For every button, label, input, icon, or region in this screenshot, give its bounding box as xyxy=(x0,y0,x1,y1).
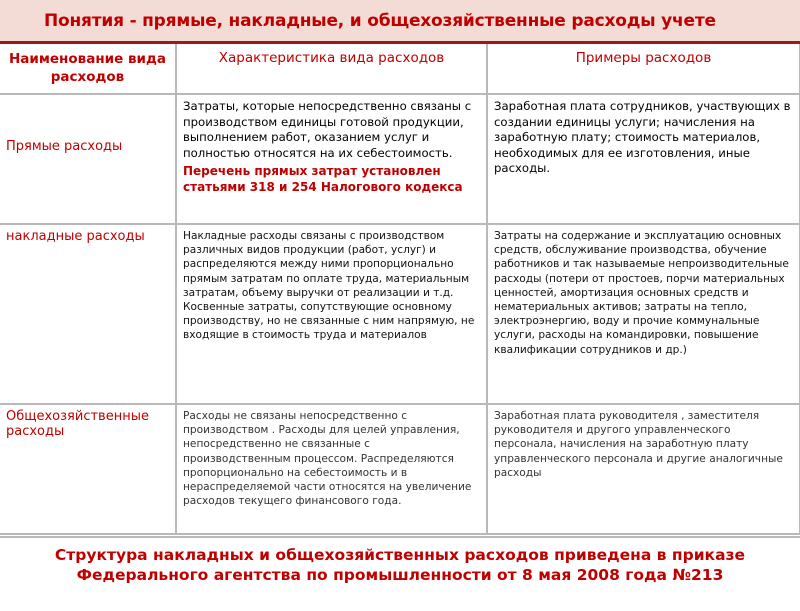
table-row xyxy=(0,224,800,404)
row-description: Накладные расходы связаны с производством различных видов продукции (работ, услуг) и распределяются между ними пропорционально прямым затратам по оплате труда, материальным затратам, объему выручки от реализации и т.д. Косвенные затраты, сопутствующие основному производству, но не связанные с ним напрямую, не входящие в стоимость труда и материалов xyxy=(176,224,487,404)
row-examples: Заработная плата сотрудников, участвующих в создании единицы услуги; начисления на заработную плату; стоимость материалов, необходимых для ее изготовления, иные расходы. xyxy=(487,94,800,224)
table-header-row xyxy=(0,44,800,94)
row-name: накладные расходы xyxy=(0,224,176,404)
row-name: Общехозяйственные расходы xyxy=(0,404,176,534)
header-expense-type: Наименование вида расходов xyxy=(0,44,176,94)
header-examples: Примеры расходов xyxy=(487,44,800,94)
table-row xyxy=(0,94,800,224)
page-title: Понятия - прямые, накладные, и общехозяйственные расходы учете xyxy=(0,0,800,44)
row-description: Расходы не связаны непосредственно с производством . Расходы для целей управления, непосредственно не связанные с производственным процессом. Распределяются пропорционально на себестоимость и в нераспределяемой части относятся на увеличение расходов текущего финансового года. xyxy=(176,404,487,534)
header-characteristic: Характеристика вида расходов xyxy=(176,44,487,94)
tax-code-note: Перечень прямых затрат установлен статьями 318 и 254 Налогового кодекса xyxy=(183,164,463,195)
table-row xyxy=(0,404,800,534)
row-examples: Затраты на содержание и эксплуатацию основных средств, обслуживание производства, обучение работников и так называемые непроизводительные расходы (потери от простоев, порчи материальных ценностей, амортизация основных средств и нематериальных активов; затраты на тепло, электроэнергию, воду и прочие коммунальные услуги, расходы на командировки, повышение квалификации сотрудников и др.) xyxy=(487,224,800,404)
description-text: Затраты, которые непосредственно связаны с производством единицы готовой продукции, выполнением работ, оказанием услуг и полностью относятся на их себестоимость. xyxy=(183,99,472,160)
row-description xyxy=(176,94,487,224)
row-name: Прямые расходы xyxy=(0,94,176,224)
footer-note: Структура накладных и общехозяйственных расходов приведена в приказе Федерального агентства по промышленности от 8 мая 2008 года №213 xyxy=(0,536,800,611)
row-examples: Заработная плата руководителя , заместителя руководителя и другого управленческого персонала, начисления на заработную плату управленческого персонала и другие аналогичные расходы xyxy=(487,404,800,534)
expenses-table xyxy=(0,44,800,535)
